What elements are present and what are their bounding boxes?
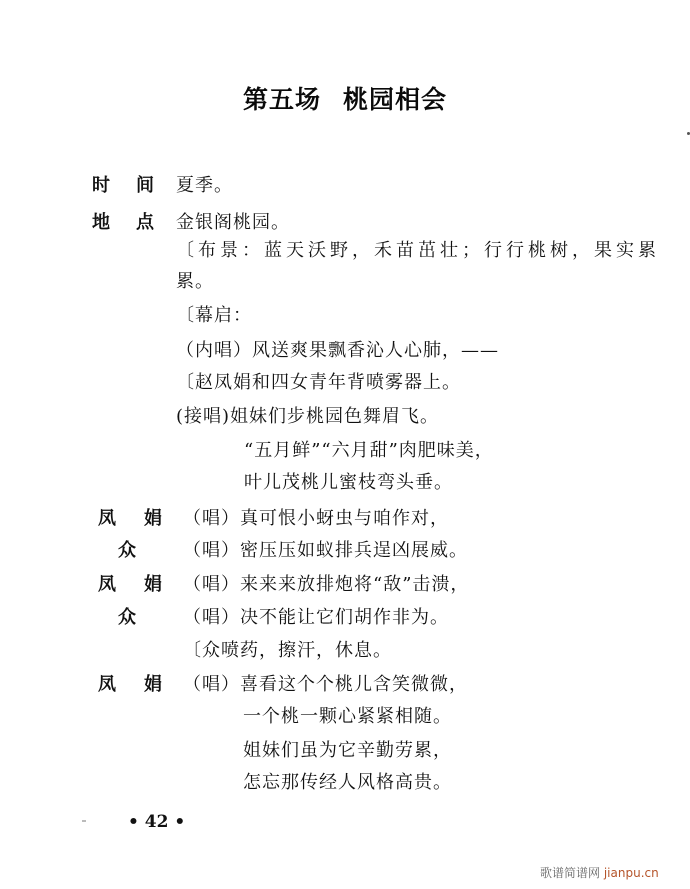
lyric-line: 怎忘那传经人风格高贵。 (243, 772, 452, 793)
speaker-chorus (118, 607, 136, 629)
lyric-line: （唱）决不能让它们胡作非为。 (183, 607, 449, 628)
stage-direction: 累。 (176, 271, 214, 292)
label-char: 时 (92, 175, 110, 196)
lyric-line: （唱）来来来放排炮将“敌”击溃， (183, 574, 470, 595)
scene-title (0, 80, 690, 116)
label-char: 点 (136, 212, 154, 233)
lyric-line: 叶儿茂桃儿蜜枝弯头垂。 (244, 472, 453, 493)
stage-direction: 〔幕启： (176, 305, 252, 326)
label-time (92, 175, 154, 197)
speaker-char: 凤 (98, 574, 116, 595)
stage-direction: 〔布景：蓝天沃野，禾苗茁壮；行行桃树，果实累 (176, 240, 660, 261)
speaker-char: 凤 (98, 674, 116, 695)
watermark-url: jianpu.cn (603, 866, 659, 880)
label-char: 地 (92, 212, 110, 233)
speaker-char: 众 (118, 607, 136, 628)
watermark-cn: 歌谱简谱网 (540, 866, 601, 880)
time-value: 夏季。 (176, 175, 233, 196)
place-value: 金银阁桃园。 (176, 212, 290, 233)
scene-name: 桃园相会 (343, 85, 448, 114)
speaker-chorus (118, 540, 136, 562)
lyric-line: （唱）喜看这个个桃儿含笑微微， (183, 674, 468, 695)
label-place (92, 212, 154, 234)
speaker-fengjuan (98, 674, 162, 696)
lyric-line: （唱）真可恨小蚜虫与咱作对， (183, 508, 449, 529)
speaker-char: 众 (118, 540, 136, 561)
watermark (540, 864, 659, 881)
lyric-line: （内唱）风送爽果飘香沁人心肺，—— (176, 340, 499, 361)
stage-direction: 〔众喷药，擦汗，休息。 (183, 640, 392, 661)
lyric-line: 一个桃一颗心紧紧相随。 (243, 706, 452, 727)
lyric-line: 姐妹们虽为它辛勤劳累， (243, 740, 452, 761)
speaker-char: 娟 (144, 574, 162, 595)
scene-number: 第五场 (242, 85, 321, 114)
lyric-line: （唱）密压压如蚁排兵逞凶展威。 (183, 540, 468, 561)
speaker-fengjuan (98, 508, 162, 530)
page-number: • 42 • (128, 812, 186, 832)
scan-mark (82, 820, 86, 822)
lyric-line: “五月鲜”“六月甜”肉肥味美， (244, 440, 494, 461)
stage-direction: 〔赵凤娟和四女青年背喷雾器上。 (176, 372, 461, 393)
label-char: 间 (136, 175, 154, 196)
speaker-char: 凤 (98, 508, 116, 529)
lyric-line: (接唱)姐妹们步桃园色舞眉飞。 (176, 406, 440, 427)
speaker-fengjuan (98, 574, 162, 596)
speaker-char: 娟 (144, 674, 162, 695)
speaker-char: 娟 (144, 508, 162, 529)
